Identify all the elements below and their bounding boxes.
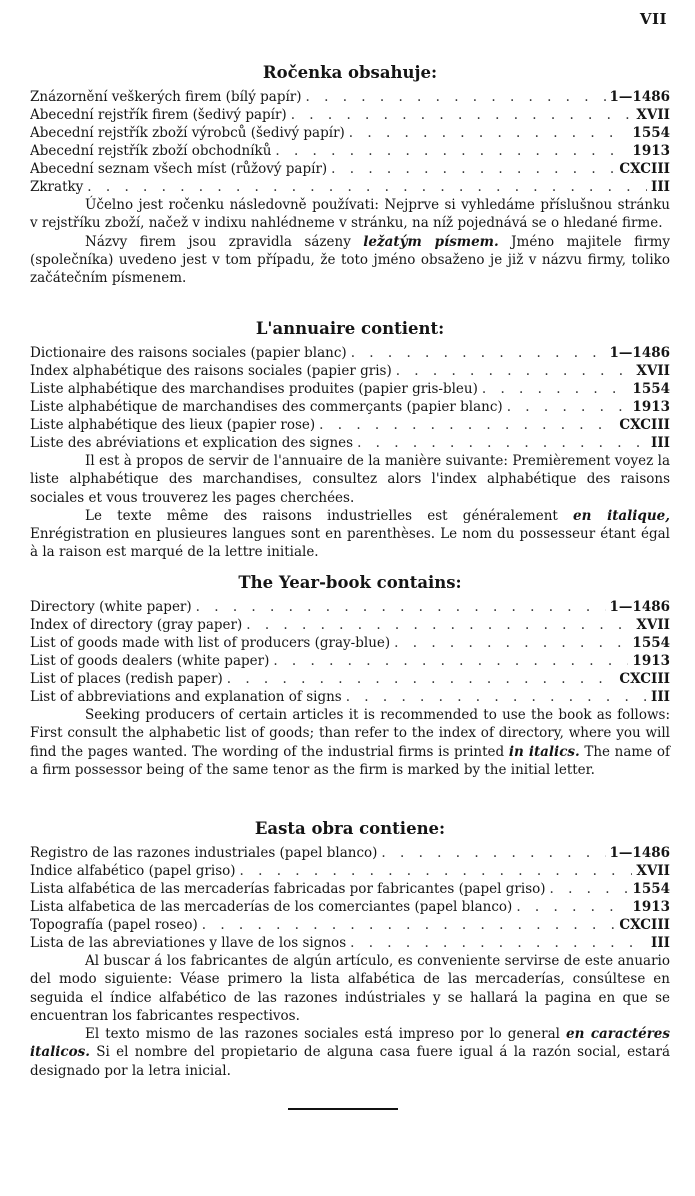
leader-dots bbox=[482, 380, 629, 398]
leader-dots bbox=[196, 598, 606, 616]
text-fragment: El texto mismo de las razones sociales está impreso por lo general bbox=[85, 1026, 566, 1043]
leader-dots bbox=[516, 898, 628, 916]
toc-row bbox=[30, 160, 670, 178]
toc-label: Lista alfabetica de las mercaderías de los comerciantes (papel blanco) bbox=[30, 899, 513, 915]
toc-page: III bbox=[651, 935, 670, 951]
leader-dots bbox=[87, 178, 647, 196]
text-fragment: Enrégistration en plusieures langues sont en parenthèses. Le nom du possesseur étant égal à la raison est marqué de la lettre initiale. bbox=[30, 526, 670, 561]
toc-label: Registro de las razones industriales (papel blanco) bbox=[30, 845, 378, 861]
toc-row bbox=[30, 88, 670, 106]
italic-fragment: en caractéres italicos. bbox=[30, 1026, 670, 1061]
toc-label: Liste alphabétique des lieux (papier rose) bbox=[30, 417, 316, 433]
toc-page: XVII bbox=[636, 863, 670, 879]
toc-row bbox=[30, 362, 670, 380]
leader-dots bbox=[240, 862, 633, 880]
leader-dots bbox=[319, 416, 615, 434]
section-spanish bbox=[30, 818, 670, 1080]
instructions-paragraph: Účelno jest ročenku následovně používati: Nejprve si vyhledáme příslušnou stránku v rejstříku zboží, načež v indixu nahlédneme v stránku, na níž pojednává se o hledané firme. bbox=[30, 197, 670, 232]
toc-label: Index alphabétique des raisons sociales (papier gris) bbox=[30, 363, 392, 379]
leader-dots bbox=[306, 88, 606, 106]
toc-row bbox=[30, 670, 670, 688]
leader-dots bbox=[227, 670, 616, 688]
text-fragment: Seeking producers of certain articles it is recommended to use the book as follows: First consult the alphabetic list of goods; than refer to the index of directory, where you will find the pages wanted. The wording of the industrial firms is printed bbox=[30, 707, 670, 760]
toc-label: Liste alphabétique des marchandises produites (papier gris-bleu) bbox=[30, 381, 478, 397]
toc-page: XVII bbox=[636, 107, 670, 123]
toc-page: CXCIII bbox=[619, 161, 670, 177]
toc-label: List of goods dealers (white paper) bbox=[30, 653, 270, 669]
end-rule bbox=[288, 1108, 398, 1110]
leader-dots bbox=[507, 398, 629, 416]
page-number: VII bbox=[639, 10, 667, 28]
toc-label: List of places (redish paper) bbox=[30, 671, 223, 687]
toc-label: Abecední seznam všech míst (růžový papír) bbox=[30, 161, 328, 177]
toc-label: Lista de las abreviationes y llave de los signos bbox=[30, 935, 347, 951]
toc-row bbox=[30, 598, 670, 616]
toc-page: CXCIII bbox=[619, 417, 670, 433]
note-paragraph bbox=[30, 1025, 670, 1080]
toc-page: 1554 bbox=[632, 635, 670, 651]
toc-page: 1—1486 bbox=[609, 599, 670, 615]
toc-row bbox=[30, 862, 670, 880]
italic-fragment: en italique, bbox=[573, 507, 670, 524]
toc-row bbox=[30, 880, 670, 898]
toc-label: Lista alfabética de las mercaderías fabricadas por fabricantes (papel griso) bbox=[30, 881, 546, 897]
toc-label: Liste des abréviations et explication des signes bbox=[30, 435, 354, 451]
note-paragraph bbox=[30, 233, 670, 288]
section-czech bbox=[30, 62, 670, 287]
leader-dots bbox=[273, 652, 628, 670]
toc-page: III bbox=[651, 179, 670, 195]
toc-label: Directory (white paper) bbox=[30, 599, 192, 615]
italic-fragment: ležatým písmem. bbox=[363, 233, 499, 250]
toc-page: CXCIII bbox=[619, 917, 670, 933]
toc-page: 1—1486 bbox=[609, 345, 670, 361]
toc-page: CXCIII bbox=[619, 671, 670, 687]
toc-page: 1913 bbox=[632, 143, 670, 159]
leader-dots bbox=[349, 124, 629, 142]
toc-label: Abecední rejstřík zboží obchodníků bbox=[30, 143, 272, 159]
leader-dots bbox=[331, 160, 615, 178]
toc-row bbox=[30, 434, 670, 452]
toc-page: 1913 bbox=[632, 653, 670, 669]
text-fragment: The name of a firm possessor being of the same tenor as the firm is marked by the initial letter. bbox=[30, 743, 670, 778]
instructions-paragraph bbox=[30, 706, 670, 779]
toc-label: Dictionaire des raisons sociales (papier blanc) bbox=[30, 345, 347, 361]
toc-page: 1554 bbox=[632, 881, 670, 897]
leader-dots bbox=[381, 844, 605, 862]
toc-page: 1554 bbox=[632, 125, 670, 141]
toc-label: Topografía (papel roseo) bbox=[30, 917, 198, 933]
leader-dots bbox=[291, 106, 633, 124]
toc-row bbox=[30, 380, 670, 398]
toc-page: 1554 bbox=[632, 381, 670, 397]
leader-dots bbox=[550, 880, 629, 898]
toc-row bbox=[30, 634, 670, 652]
leader-dots bbox=[202, 916, 616, 934]
toc-row bbox=[30, 616, 670, 634]
toc-row bbox=[30, 124, 670, 142]
toc-row bbox=[30, 344, 670, 362]
leader-dots bbox=[396, 362, 633, 380]
toc-label: Liste alphabétique de marchandises des commerçants (papier blanc) bbox=[30, 399, 503, 415]
toc-label: List of abbreviations and explanation of signs bbox=[30, 689, 342, 705]
instructions-paragraph: Il est à propos de servir de l'annuaire de la manière suivante: Premièrement voyez la liste alphabétique des marchandises, consultez alors l'index alphabétique des raisons sociales et vous trouverez les pages cherchées. bbox=[30, 453, 670, 506]
toc-row bbox=[30, 142, 670, 160]
section-title: L'annuaire contient: bbox=[255, 319, 445, 338]
text-fragment: Si el nombre del propietario de alguna casa fuere igual á la razón social, estará designado por la letra inicial. bbox=[30, 1044, 670, 1079]
toc-page: III bbox=[651, 435, 670, 451]
toc-row bbox=[30, 898, 670, 916]
toc-page: III bbox=[651, 689, 670, 705]
toc-row bbox=[30, 178, 670, 196]
toc-label: Abecední rejstřík zboží výrobců (šedivý papír) bbox=[30, 125, 345, 141]
text-fragment: Le texte même des raisons industrielles est généralement bbox=[85, 507, 574, 524]
leader-dots bbox=[357, 434, 647, 452]
toc-label: Index of directory (gray paper) bbox=[30, 617, 243, 633]
text-fragment: Jméno majitele firmy (společníka) uvedeno jest v tom případu, že toto jméno obsaženo je již v názvu firmy, toliko začátečním písmenem. bbox=[30, 233, 671, 287]
instructions-paragraph: Al buscar á los fabricantes de algún artículo, es conveniente servirse de este anuario del modo siguiente: Véase primero la lista alfabética de las mercaderías, consúltese en seguida el índice alfabético de las razones indústriales y se hallará la pagina en que se encuentran los fabricantes respectivos. bbox=[30, 953, 670, 1024]
toc-page: XVII bbox=[636, 363, 670, 379]
section-french bbox=[30, 318, 670, 562]
toc-page: 1—1486 bbox=[609, 845, 670, 861]
leader-dots bbox=[350, 934, 647, 952]
toc-page: 1913 bbox=[632, 399, 670, 415]
toc-label: Indice alfabético (papel griso) bbox=[30, 863, 236, 879]
toc-page: XVII bbox=[636, 617, 670, 633]
section-english bbox=[30, 572, 670, 779]
toc-row bbox=[30, 934, 670, 952]
toc-row bbox=[30, 106, 670, 124]
section-title: Ročenka obsahuje: bbox=[262, 63, 438, 82]
leader-dots bbox=[394, 634, 628, 652]
toc-label: Zkratky bbox=[30, 179, 84, 195]
toc-row bbox=[30, 398, 670, 416]
toc-page: 1913 bbox=[632, 899, 670, 915]
toc-row bbox=[30, 652, 670, 670]
note-paragraph bbox=[30, 507, 670, 562]
leader-dots bbox=[346, 688, 647, 706]
text-fragment: Názvy firem jsou zpravidla sázeny bbox=[85, 233, 364, 250]
italic-fragment: in italics. bbox=[508, 743, 580, 760]
section-title: The Year-book contains: bbox=[238, 573, 462, 592]
toc-row bbox=[30, 844, 670, 862]
leader-dots bbox=[275, 142, 628, 160]
toc-label: Znázornění veškerých firem (bílý papír) bbox=[30, 89, 302, 105]
section-title: Easta obra contiene: bbox=[254, 819, 446, 838]
toc-page: 1—1486 bbox=[609, 89, 670, 105]
toc-label: List of goods made with list of producers (gray-blue) bbox=[30, 635, 391, 651]
leader-dots bbox=[351, 344, 606, 362]
toc-label: Abecední rejstřík firem (šedivý papír) bbox=[30, 107, 287, 123]
leader-dots bbox=[246, 616, 632, 634]
toc-row bbox=[30, 688, 670, 706]
toc-row bbox=[30, 416, 670, 434]
toc-row bbox=[30, 916, 670, 934]
